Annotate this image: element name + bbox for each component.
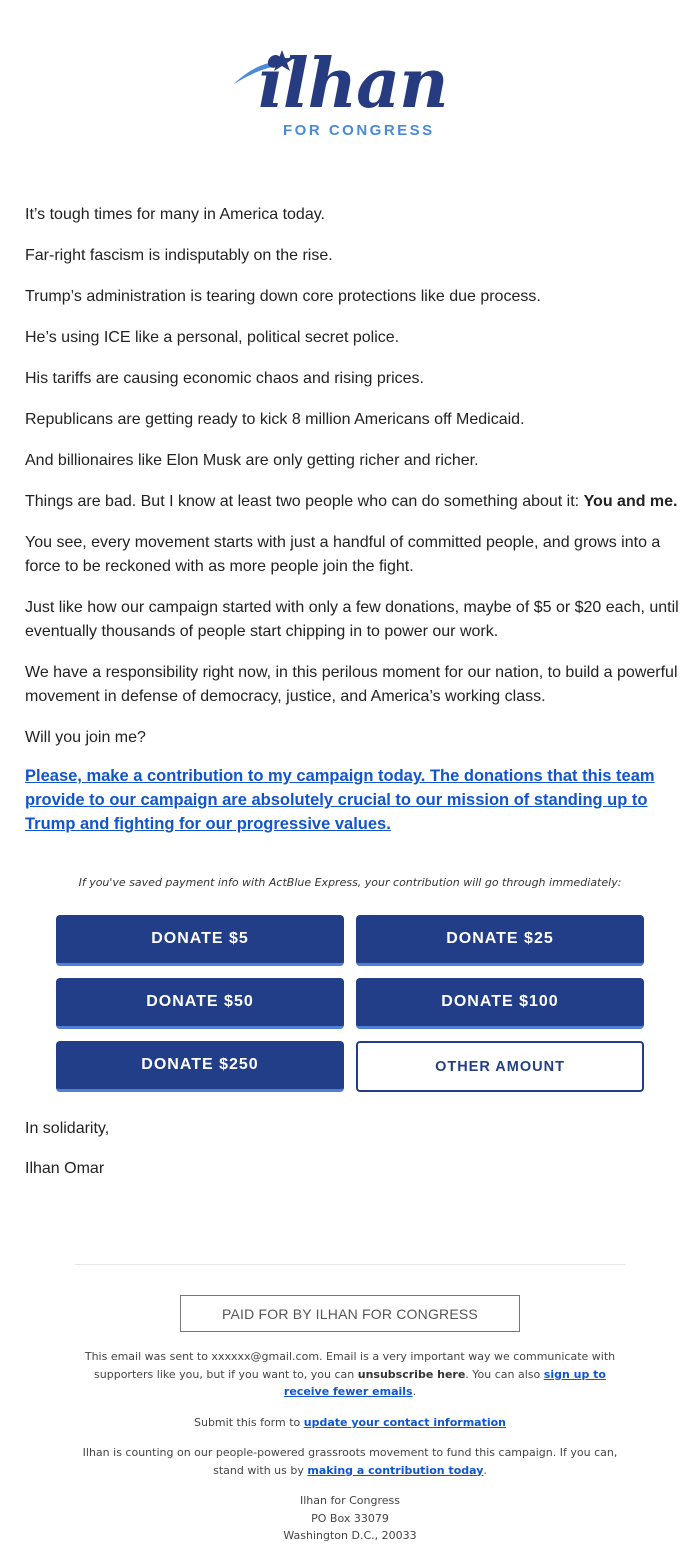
footer-grassroots-notice [75, 1444, 625, 1479]
other-amount-button[interactable]: OTHER AMOUNT [356, 1041, 644, 1092]
body-paragraph: He’s using ICE like a personal, political secret police. [25, 329, 400, 346]
body-text: Things are bad. But I know at least two people who can do something about it: [25, 493, 584, 510]
footer-address [75, 1492, 625, 1545]
footer-sent-notice [75, 1348, 625, 1401]
body-paragraph: Just like how our campaign started with only a few donations, maybe of $5 or $20 each, until eventually thousands of people start chipping in to power our work. [25, 599, 679, 640]
footer-text: This email was sent to xxxxxx@gmail.com. Email is a very important way we communicate with supporters like you, but if you want to, you can [84, 1350, 616, 1381]
body-paragraph: And billionaires like Elon Musk are only getting richer and richer. [25, 452, 479, 469]
body-emphasis: You and me. [583, 493, 678, 510]
signoff [25, 1117, 109, 1197]
campaign-logo [0, 40, 700, 150]
donate-100-button[interactable]: DONATE $100 [356, 978, 644, 1029]
footer-text: Ilhan is counting on our people-powered grassroots movement to fund this campaign. If you can, stand with us by [82, 1446, 618, 1477]
body-paragraph: Far-right fascism is indisputably on the rise. [25, 247, 333, 264]
signature-name: Ilhan Omar [25, 1160, 105, 1177]
logo-wordmark: ilhan [258, 44, 448, 124]
body-paragraph: You see, every movement starts with just a handful of committed people, and grows into a force to be reckoned with as more people join the fight. [25, 534, 661, 575]
donate-250-button[interactable]: DONATE $250 [56, 1041, 344, 1092]
paid-for-disclaimer: PAID FOR BY ILHAN FOR CONGRESS [180, 1295, 520, 1332]
address-line: Washington D.C., 20033 [283, 1529, 417, 1542]
body-paragraph: Republicans are getting ready to kick 8 million Americans off Medicaid. [25, 411, 525, 428]
footer-text: . [483, 1463, 487, 1477]
body-paragraph: Will you join me? [25, 729, 146, 746]
donate-5-button[interactable]: DONATE $5 [56, 915, 344, 966]
body-paragraph: His tariffs are causing economic chaos and rising prices. [25, 370, 424, 387]
actblue-express-note: If you've saved payment info with ActBlue Express, your contribution will go through immediately: [78, 876, 622, 889]
body-paragraph: Trump’s administration is tearing down core protections like due process. [25, 288, 541, 305]
logo-subtitle: FOR CONGRESS [283, 122, 435, 139]
contribution-link[interactable]: Please, make a contribution to my campaign today. The donations that this team provide to our campaign are absolutely crucial to our mission of standing up to Trump and fighting for our progressive values. [25, 767, 655, 833]
footer-text: . [412, 1385, 417, 1398]
email-body [25, 203, 680, 836]
footer-text: Submit this form to [193, 1416, 304, 1429]
footer-divider [75, 1264, 625, 1265]
unsubscribe-link[interactable]: unsubscribe here [357, 1367, 466, 1381]
footer-text: . You can also [465, 1367, 544, 1381]
make-contribution-link[interactable]: making a contribution today [307, 1463, 484, 1477]
footer-update-notice [75, 1414, 625, 1432]
donate-50-button[interactable]: DONATE $50 [56, 978, 344, 1029]
update-contact-link[interactable]: update your contact information [303, 1416, 506, 1429]
closing-text: In solidarity, [25, 1120, 110, 1137]
address-line: Ilhan for Congress [300, 1494, 400, 1507]
address-line: PO Box 33079 [311, 1511, 389, 1525]
fewer-emails-link[interactable]: sign up to receive fewer emails [283, 1367, 606, 1398]
donate-25-button[interactable]: DONATE $25 [356, 915, 644, 966]
body-paragraph [25, 490, 680, 514]
body-paragraph: It’s tough times for many in America today. [25, 206, 325, 223]
body-paragraph: We have a responsibility right now, in this perilous moment for our nation, to build a powerful movement in defense of democracy, justice, and America’s working class. [25, 664, 678, 705]
